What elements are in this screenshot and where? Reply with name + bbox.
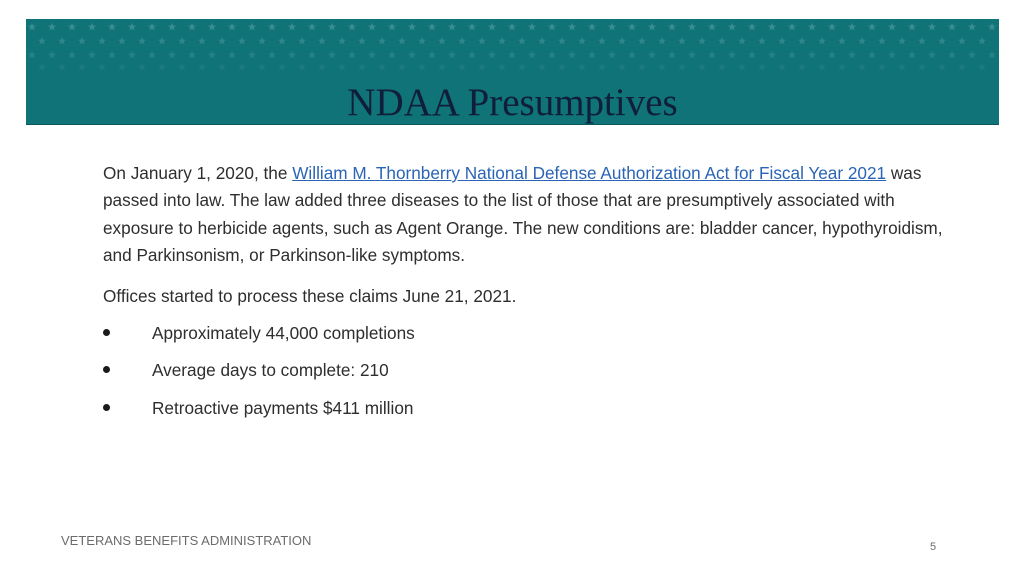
slide-body [103,160,963,432]
footer-organization: VETERANS BENEFITS ADMINISTRATION [61,533,312,548]
processing-start-paragraph: Offices started to process these claims June 21, 2021. [103,286,517,307]
average-days-stat: Average days to complete: 210 [152,360,389,381]
intro-text-prefix: On January 1, 2020, the [103,163,293,183]
title-banner [26,19,999,125]
slide-title: NDAA Presumptives [347,81,678,124]
statistics-list [103,320,963,432]
list-item [103,357,963,394]
ndaa-act-link[interactable]: William M. Thornberry National Defense Authorization Act for Fiscal Year 2021 [292,163,887,183]
completions-stat: Approximately 44,000 completions [152,323,415,344]
retroactive-payments-stat: Retroactive payments $411 million [152,397,414,418]
list-item [103,320,963,357]
intro-text-suffix: was passed into law. The law added three diseases to the list of those that are presumptively associated with exposure to herbicide agents, such as Agent Orange. The new conditions are: bladder cancer, hypothyroidism, and Parkinsonism, or Parkinson-like symptoms. [103,163,943,265]
intro-paragraph [103,160,963,269]
bullet-icon [103,404,110,411]
list-item [103,395,963,432]
bullet-icon [103,329,110,336]
bullet-icon [103,366,110,373]
star-pattern-decoration [26,19,999,79]
page-number: 5 [930,541,937,553]
